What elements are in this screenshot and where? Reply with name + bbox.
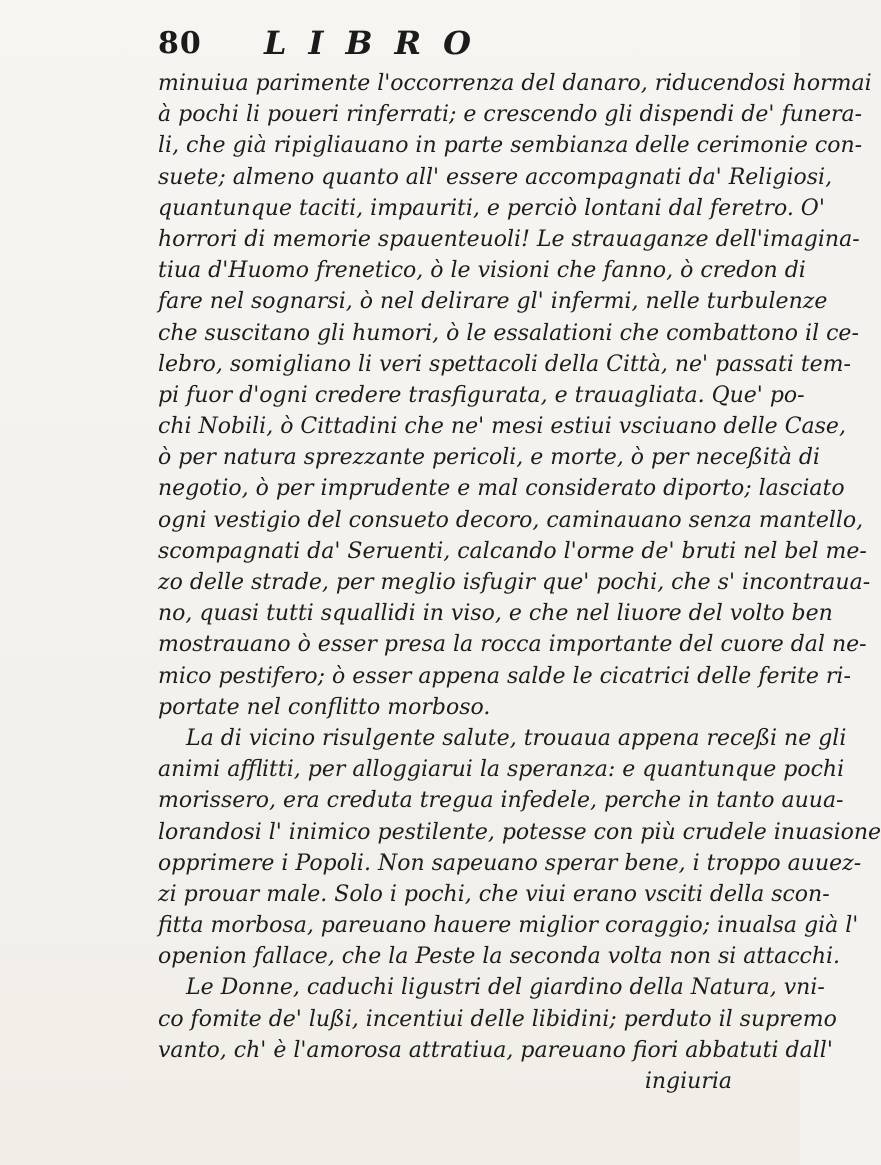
paragraph-start-line: Le Donne, caduchi ligustri del giardino della Natura, vni- xyxy=(186,975,825,1001)
text-line: che suscitano gli humori, ò le essalationi che combattono il ce- xyxy=(158,320,859,346)
running-head: LIBRO xyxy=(264,24,493,62)
text-line: suete; almeno quanto all' essere accompagnati da' Religiosi, xyxy=(158,164,833,190)
text-line: zi prouar male. Solo i pochi, che viui erano vsciti della scon- xyxy=(158,881,830,907)
text-line: fitta morbosa, pareuano hauere miglior coraggio; inualsa già l' xyxy=(158,913,859,939)
catchword: ingiuria xyxy=(644,1069,732,1094)
text-line: scompagnati da' Seruenti, calcando l'orme de' bruti nel bel me- xyxy=(158,538,867,564)
text-line: no, quasi tutti squallidi in viso, e che nel liuore del volto ben xyxy=(158,601,833,627)
text-line: mostrauano ò esser presa la rocca importante del cuore dal ne- xyxy=(158,632,867,658)
text-line: animi afflitti, per alloggiarui la speranza: e quantunque pochi xyxy=(158,757,845,783)
text-line: lorandosi l' inimico pestilente, potesse con più crudele inuasione xyxy=(158,819,881,845)
text-line: openion fallace, che la Peste la seconda volta non si attacchi. xyxy=(158,944,841,970)
text-line: horrori di memorie spauenteuoli! Le strauaganze dell'imagina- xyxy=(158,226,860,252)
page-number: 80 xyxy=(158,26,202,61)
text-line: opprimere i Popoli. Non sapeuano sperar bene, i troppo auuez- xyxy=(158,850,862,876)
text-line: mico pestifero; ò esser appena salde le cicatrici delle ferite ri- xyxy=(158,663,851,689)
text-line: minuiua parimente l'occorrenza del danaro, riducendosi hormai xyxy=(158,71,872,96)
text-line: morissero, era creduta tregua infedele, perche in tanto auua- xyxy=(158,788,844,814)
text-line: li, che già ripigliauano in parte sembianza delle cerimonie con- xyxy=(158,133,863,159)
paragraph-start-line: La di vicino risulgente salute, trouaua appena receßi ne gli xyxy=(186,725,847,751)
text-line: pi fuor d'ogni credere trasfigurata, e trauagliata. Que' po- xyxy=(158,382,805,408)
text-line: vanto, ch' è l'amorosa attratiua, pareuano fiori abbatuti dall' xyxy=(158,1037,833,1063)
text-line: lebro, somigliano li veri spettacoli della Città, ne' passati tem- xyxy=(158,351,851,377)
text-line: portate nel conflitto morboso. xyxy=(158,694,491,720)
text-line: zo delle strade, per meglio isfugir que' pochi, che s' incontraua- xyxy=(158,570,871,595)
text-line: chi Nobili, ò Cittadini che ne' mesi estiui vsciuano delle Case, xyxy=(158,414,846,440)
page-header xyxy=(158,26,758,66)
text-line: co fomite de' lußi, incentiui delle libidini; perduto il supremo xyxy=(158,1006,837,1032)
text-line: negotio, ò per imprudente e mal considerato diporto; lasciato xyxy=(158,476,845,502)
text-line: à pochi li poueri rinferrati; e crescendo gli dispendi de' funera- xyxy=(158,102,863,128)
text-line: quantunque taciti, impauriti, e perciò lontani dal feretro. O' xyxy=(158,195,825,221)
text-line: tiua d'Huomo frenetico, ò le visioni che fanno, ò credon di xyxy=(158,258,806,284)
text-line: ò per natura sprezzante pericoli, e morte, ò per neceßità di xyxy=(158,445,820,471)
text-line: fare nel sognarsi, ò nel delirare gl' infermi, nelle turbulenze xyxy=(158,289,828,315)
text-line: ogni vestigio del consueto decoro, caminauano senza mantello, xyxy=(158,507,864,533)
body-text xyxy=(158,68,881,1097)
